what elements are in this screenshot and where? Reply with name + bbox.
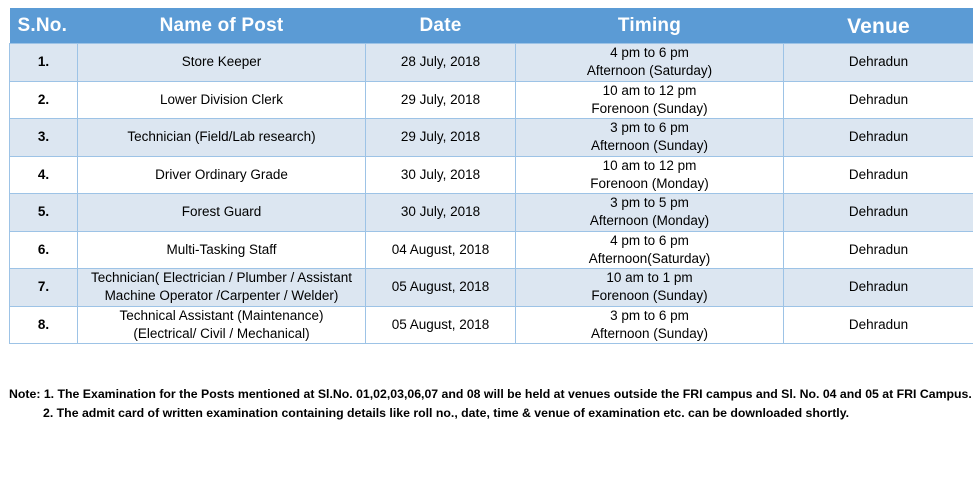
table-row (10, 156, 973, 194)
cell-venue: Dehradun (784, 306, 973, 344)
cell-venue: Dehradun (784, 269, 973, 307)
exam-schedule-table (9, 8, 973, 344)
cell-post (78, 156, 366, 194)
timing-session: Afternoon (Sunday) (590, 138, 709, 154)
cell-post (78, 119, 366, 157)
header-timing: Timing (516, 8, 784, 44)
post-line: Technician (Field/Lab research) (127, 129, 316, 145)
cell-timing (516, 231, 784, 269)
timing-session: Forenoon (Sunday) (591, 288, 708, 304)
cell-date: 05 August, 2018 (366, 306, 516, 344)
cell-date: 30 July, 2018 (366, 156, 516, 194)
cell-post (78, 194, 366, 232)
table-row (10, 194, 973, 232)
timing-time: 4 pm to 6 pm (610, 232, 689, 248)
cell-timing (516, 156, 784, 194)
note-2: 2. The admit card of written examination containing details like roll no., date, time & venue of examination etc. can be downloaded shortly. (43, 406, 850, 420)
notes-section (9, 385, 972, 423)
post-line: Machine Operator /Carpenter / Welder) (104, 288, 339, 304)
cell-timing (516, 44, 784, 82)
cell-sno: 4. (10, 156, 78, 194)
post-line: Forest Guard (181, 204, 262, 220)
post-line: Technician( Electrician / Plumber / Assistant (90, 270, 353, 286)
timing-time: 10 am to 12 pm (602, 157, 697, 173)
cell-date: 28 July, 2018 (366, 44, 516, 82)
table-row (10, 306, 973, 344)
cell-timing (516, 269, 784, 307)
note-1: Note: 1. The Examination for the Posts mentioned at Sl.No. 01,02,03,06,07 and 08 will be held at venues outside the FRI campus and Sl. No. 04 and 05 at FRI Campus. (9, 387, 972, 401)
timing-session: Afternoon (Saturday) (586, 63, 713, 79)
cell-post (78, 306, 366, 344)
table-row (10, 44, 973, 82)
timing-time: 10 am to 12 pm (602, 82, 697, 98)
header-date: Date (366, 8, 516, 44)
post-line: Multi-Tasking Staff (166, 241, 277, 257)
cell-sno: 7. (10, 269, 78, 307)
cell-sno: 1. (10, 44, 78, 82)
timing-time: 3 pm to 5 pm (610, 195, 689, 211)
timing-session: Afternoon (Sunday) (590, 325, 709, 341)
post-line: (Electrical/ Civil / Mechanical) (133, 325, 310, 341)
timing-session: Afternoon(Saturday) (588, 250, 711, 266)
header-post: Name of Post (78, 8, 366, 44)
header-sno: S.No. (10, 8, 78, 44)
table-header-row (10, 8, 973, 44)
table-row (10, 269, 973, 307)
cell-date: 30 July, 2018 (366, 194, 516, 232)
cell-timing (516, 119, 784, 157)
post-line: Lower Division Clerk (159, 91, 284, 107)
table-row (10, 119, 973, 157)
cell-venue: Dehradun (784, 156, 973, 194)
timing-time: 4 pm to 6 pm (610, 45, 689, 61)
timing-time: 3 pm to 6 pm (610, 120, 689, 136)
cell-date: 29 July, 2018 (366, 81, 516, 119)
post-line: Driver Ordinary Grade (155, 166, 288, 182)
cell-sno: 2. (10, 81, 78, 119)
cell-date: 29 July, 2018 (366, 119, 516, 157)
cell-sno: 6. (10, 231, 78, 269)
cell-date: 05 August, 2018 (366, 269, 516, 307)
cell-venue: Dehradun (784, 44, 973, 82)
post-line: Store Keeper (181, 54, 262, 70)
timing-session: Forenoon (Sunday) (591, 100, 708, 116)
cell-venue: Dehradun (784, 231, 973, 269)
cell-post (78, 269, 366, 307)
post-line: Technical Assistant (Maintenance) (119, 307, 324, 323)
cell-timing (516, 81, 784, 119)
cell-timing (516, 306, 784, 344)
cell-post (78, 44, 366, 82)
timing-time: 3 pm to 6 pm (610, 307, 689, 323)
table-row (10, 81, 973, 119)
timing-session: Forenoon (Monday) (590, 175, 709, 191)
cell-sno: 3. (10, 119, 78, 157)
cell-sno: 5. (10, 194, 78, 232)
cell-venue: Dehradun (784, 194, 973, 232)
cell-date: 04 August, 2018 (366, 231, 516, 269)
timing-time: 10 am to 1 pm (606, 270, 693, 286)
cell-post (78, 231, 366, 269)
cell-post (78, 81, 366, 119)
timing-session: Afternoon (Monday) (589, 213, 710, 229)
table-row (10, 231, 973, 269)
cell-venue: Dehradun (784, 81, 973, 119)
cell-venue: Dehradun (784, 119, 973, 157)
cell-sno: 8. (10, 306, 78, 344)
cell-timing (516, 194, 784, 232)
header-venue: Venue (784, 8, 973, 44)
